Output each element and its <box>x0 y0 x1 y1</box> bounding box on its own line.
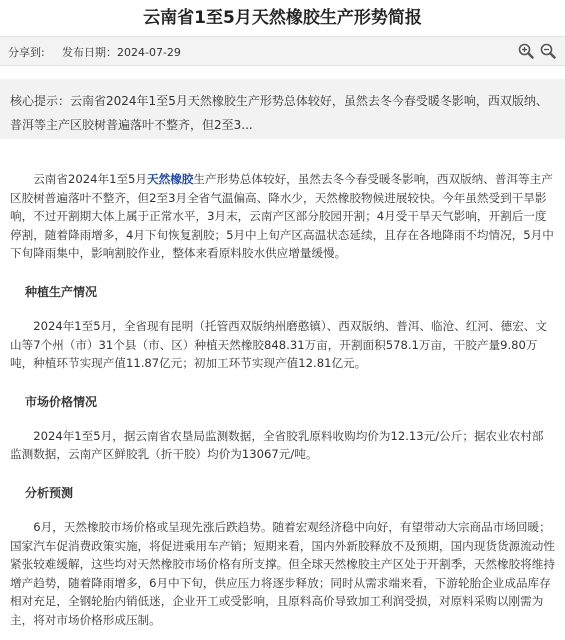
page-title: 云南省1至5月天然橡胶生产形势简报 <box>143 8 422 28</box>
article-body <box>10 170 555 630</box>
section-heading-market: 市场价格情况 <box>25 394 98 409</box>
section-heading-planting: 种植生产情况 <box>25 284 98 299</box>
summary-text: 云南省2024年1至5月天然橡胶生产形势总体较好，虽然去冬今春受暖冬影响，西双版纳、普洱等主产区胶树普遍落叶不整齐，但2至3... <box>10 94 548 132</box>
date-value: 2024-07-29 <box>117 46 181 59</box>
intro-text-before: 云南省2024年1至5月 <box>33 172 148 186</box>
zoom-in-icon[interactable] <box>518 43 534 59</box>
section-paragraph-market: 2024年1至5月，据云南省农垦局监测数据，全省胶乳原料收购均价为12.13元/公斤；据农业农村部监测数据，云南产区鲜胶乳（折干胶）均价为13067元/吨。 <box>10 428 544 462</box>
summary-label: 核心提示： <box>10 94 71 108</box>
section-paragraph-forecast: 6月，天然橡胶市场价格或呈现先涨后跌趋势。随着宏观经济稳中向好，有望带动大宗商品市场回暖；国家汽车促消费政策实施，将促进乘用车产销；短期来看，国内外新胶释放不及预期，国内现货货源流动性紧张较难缓解，这些均对天然橡胶市场价格有所支撑。但全球天然橡胶主产区处于开割季，天然橡胶将维持增产趋势，随着降雨增多，6月中下旬，供应压力将逐步释放；同时从需求端来看，下游轮胎企业成品库存相对充足，全钢轮胎内销低迷，企业开工或受影响，且原料高价导致加工利润受损，对原料采购以刚需为主，将对市场价格形成压制。 <box>10 519 555 627</box>
section-heading-forecast: 分析预测 <box>25 485 74 500</box>
publish-date <box>62 44 181 60</box>
intro-paragraph <box>10 170 555 263</box>
zoom-out-icon[interactable] <box>540 43 556 59</box>
share-label[interactable]: 分享到: <box>8 46 45 59</box>
date-label: 发布日期： <box>62 46 117 59</box>
keyword-link[interactable]: 天然橡胶 <box>147 172 194 186</box>
meta-bar <box>0 36 565 66</box>
section-paragraph-planting: 2024年1至5月，全省现有昆明（托管西双版纳州磨憨镇）、西双版纳、普洱、临沧、红河、德宏、文山等7个州（市）31个县（市、区）种植天然橡胶848.31万亩，开割面积578.1万亩，干胶产量9.80万吨，种植环节实现产值11.87亿元；初加工环节实现产值12.81亿元。 <box>10 318 547 371</box>
intro-text-after: 生产形势总体较好，虽然去冬今春受暖冬影响，西双版纳、普洱等主产区胶树普遍落叶不整齐，但2至3月全省气温偏高、降水少，天然橡胶物候进展较快。今年虽然受到干旱影响，不过开割期大体上属于正常水平，3月末，云南产区部分胶园开割；4月受干旱天气影响，开割后一度停割，随着降雨增多，4月下旬恢复割胶；5月中上旬产区高温状态延续，且存在各地降雨不均情况，5月中下旬降雨集中，影响割胶作业，整体来看原料胶水供应增量缓慢。 <box>10 172 554 261</box>
summary-box <box>0 79 565 139</box>
